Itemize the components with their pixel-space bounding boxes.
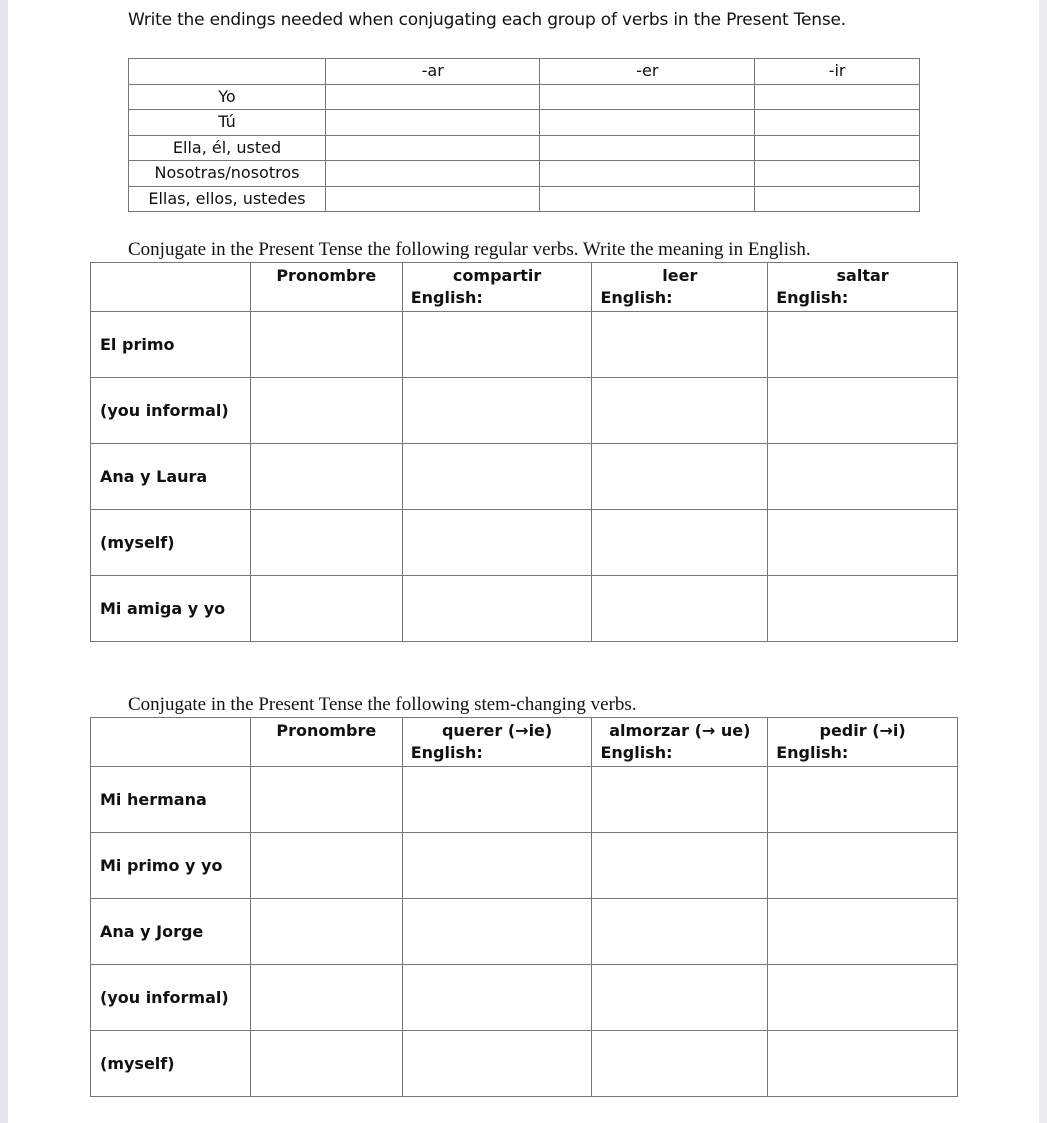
- table-row: [91, 312, 958, 378]
- answer-cell[interactable]: [592, 767, 768, 833]
- pronombre-cell[interactable]: [250, 312, 402, 378]
- answer-cell[interactable]: [592, 444, 768, 510]
- pronombre-cell[interactable]: [250, 965, 402, 1031]
- endings-row: [129, 161, 920, 187]
- answer-cell[interactable]: [402, 833, 592, 899]
- regular-verbs-instruction: Conjugate in the Present Tense the following regular verbs. Write the meaning in English.: [128, 239, 811, 260]
- ending-cell-er[interactable]: [540, 161, 755, 187]
- answer-cell[interactable]: [592, 510, 768, 576]
- answer-cell[interactable]: [592, 833, 768, 899]
- verb-label: saltar: [836, 266, 889, 285]
- verb-label: compartir: [452, 266, 542, 285]
- header-blank: [91, 263, 251, 312]
- verb-label: almorzar (→ ue): [609, 721, 751, 740]
- ending-cell-ir[interactable]: [755, 186, 920, 212]
- ending-cell-ar[interactable]: [326, 110, 540, 136]
- subject-label: Ana y Jorge: [91, 899, 251, 965]
- pronombre-cell[interactable]: [250, 576, 402, 642]
- regular-verbs-table: [90, 262, 958, 642]
- table-row: [91, 767, 958, 833]
- verb-label: querer (→ie): [441, 721, 553, 740]
- pronombre-cell[interactable]: [250, 899, 402, 965]
- ending-cell-ir[interactable]: [755, 161, 920, 187]
- answer-cell[interactable]: [768, 510, 958, 576]
- answer-cell[interactable]: [768, 833, 958, 899]
- table-row: [91, 378, 958, 444]
- verb-label: pedir (→i): [819, 721, 906, 740]
- endings-header-row: [129, 59, 920, 85]
- answer-cell[interactable]: [402, 576, 592, 642]
- answer-cell[interactable]: [592, 965, 768, 1031]
- english-label[interactable]: English:: [600, 288, 673, 307]
- endings-row: [129, 186, 920, 212]
- pronombre-cell[interactable]: [250, 444, 402, 510]
- ending-cell-ir[interactable]: [755, 84, 920, 110]
- ending-cell-er[interactable]: [540, 84, 755, 110]
- pronoun-label: Ella, él, usted: [129, 135, 326, 161]
- pronombre-cell[interactable]: [250, 510, 402, 576]
- ending-cell-er[interactable]: [540, 110, 755, 136]
- english-label[interactable]: English:: [776, 743, 849, 762]
- header-verb-leer: [592, 263, 768, 312]
- ending-cell-er[interactable]: [540, 186, 755, 212]
- answer-cell[interactable]: [402, 444, 592, 510]
- answer-cell[interactable]: [768, 965, 958, 1031]
- endings-table: [128, 58, 920, 212]
- answer-cell[interactable]: [592, 312, 768, 378]
- regular-header-row: [91, 263, 958, 312]
- answer-cell[interactable]: [768, 576, 958, 642]
- header-verb-saltar: [768, 263, 958, 312]
- answer-cell[interactable]: [592, 576, 768, 642]
- english-label[interactable]: English:: [776, 288, 849, 307]
- answer-cell[interactable]: [402, 965, 592, 1031]
- endings-row: [129, 110, 920, 136]
- subject-label: (myself): [91, 1031, 251, 1097]
- pronombre-cell[interactable]: [250, 833, 402, 899]
- english-label[interactable]: English:: [410, 743, 483, 762]
- right-scrollbar-gutter[interactable]: [1039, 0, 1047, 1123]
- endings-row: [129, 84, 920, 110]
- endings-row: [129, 135, 920, 161]
- answer-cell[interactable]: [402, 899, 592, 965]
- endings-instruction: Write the endings needed when conjugating each group of verbs in the Present Tense.: [128, 10, 846, 30]
- answer-cell[interactable]: [768, 899, 958, 965]
- pronoun-label: Ellas, ellos, ustedes: [129, 186, 326, 212]
- answer-cell[interactable]: [402, 1031, 592, 1097]
- subject-label: (myself): [91, 510, 251, 576]
- header-verb-querer: [402, 718, 592, 767]
- stem-changing-verbs-table: [90, 717, 958, 1097]
- answer-cell[interactable]: [592, 1031, 768, 1097]
- ending-cell-ir[interactable]: [755, 135, 920, 161]
- answer-cell[interactable]: [768, 767, 958, 833]
- answer-cell[interactable]: [402, 510, 592, 576]
- header-pronombre: Pronombre: [250, 263, 402, 312]
- table-row: [91, 899, 958, 965]
- header-blank: [91, 718, 251, 767]
- subject-label: (you informal): [91, 965, 251, 1031]
- pronoun-label: Tú: [129, 110, 326, 136]
- answer-cell[interactable]: [768, 312, 958, 378]
- pronombre-cell[interactable]: [250, 767, 402, 833]
- english-label[interactable]: English:: [600, 743, 673, 762]
- pronoun-label: Yo: [129, 84, 326, 110]
- ending-cell-er[interactable]: [540, 135, 755, 161]
- header-verb-compartir: [402, 263, 592, 312]
- answer-cell[interactable]: [768, 378, 958, 444]
- table-row: [91, 510, 958, 576]
- header-pronombre: Pronombre: [250, 718, 402, 767]
- header-verb-almorzar: [592, 718, 768, 767]
- english-label[interactable]: English:: [410, 288, 483, 307]
- table-row: [91, 965, 958, 1031]
- answer-cell[interactable]: [402, 312, 592, 378]
- pronoun-label: Nosotras/nosotros: [129, 161, 326, 187]
- answer-cell[interactable]: [592, 378, 768, 444]
- header-er: -er: [540, 59, 755, 85]
- header-verb-pedir: [768, 718, 958, 767]
- answer-cell[interactable]: [402, 767, 592, 833]
- subject-label: (you informal): [91, 378, 251, 444]
- answer-cell[interactable]: [402, 378, 592, 444]
- answer-cell[interactable]: [592, 899, 768, 965]
- ending-cell-ir[interactable]: [755, 110, 920, 136]
- header-blank: [129, 59, 326, 85]
- ending-cell-ar[interactable]: [326, 84, 540, 110]
- stem-verbs-instruction: Conjugate in the Present Tense the following stem-changing verbs.: [128, 694, 637, 715]
- ending-cell-ar[interactable]: [326, 186, 540, 212]
- subject-label: Mi hermana: [91, 767, 251, 833]
- header-ar: -ar: [326, 59, 540, 85]
- ending-cell-ar[interactable]: [326, 161, 540, 187]
- answer-cell[interactable]: [768, 1031, 958, 1097]
- left-page-gutter: [0, 0, 8, 1123]
- pronombre-cell[interactable]: [250, 1031, 402, 1097]
- table-row: [91, 1031, 958, 1097]
- subject-label: Mi primo y yo: [91, 833, 251, 899]
- table-row: [91, 576, 958, 642]
- subject-label: El primo: [91, 312, 251, 378]
- subject-label: Ana y Laura: [91, 444, 251, 510]
- header-ir: -ir: [755, 59, 920, 85]
- verb-label: leer: [662, 266, 698, 285]
- pronombre-cell[interactable]: [250, 378, 402, 444]
- table-row: [91, 444, 958, 510]
- ending-cell-ar[interactable]: [326, 135, 540, 161]
- answer-cell[interactable]: [768, 444, 958, 510]
- subject-label: Mi amiga y yo: [91, 576, 251, 642]
- stem-header-row: [91, 718, 958, 767]
- table-row: [91, 833, 958, 899]
